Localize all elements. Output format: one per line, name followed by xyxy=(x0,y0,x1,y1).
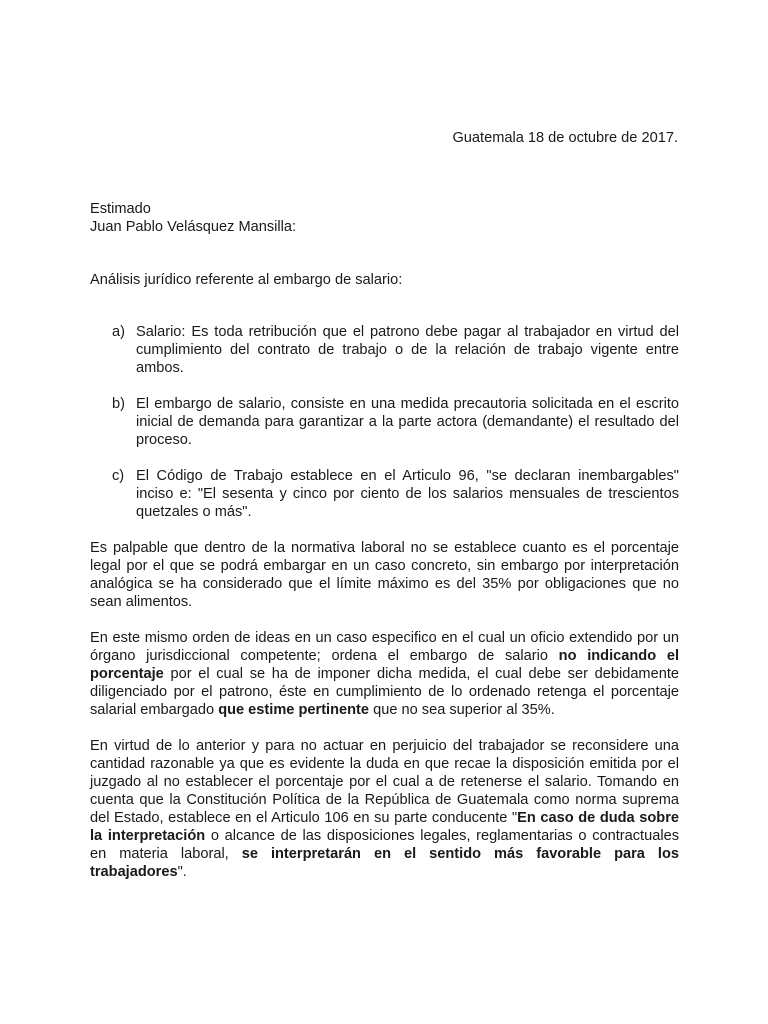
greeting-block xyxy=(90,200,296,236)
paragraph-text: que no sea superior al 35%. xyxy=(369,702,555,718)
list-item xyxy=(90,323,679,377)
emphasis-text: no indicando el porcentaje xyxy=(90,648,680,682)
paragraph-text: En virtud de lo anterior y para no actuar en perjuicio del trabajador se reconsidere una cantidad razonable ya que es evidente la duda en que recae la disposición emitida por el juzgado al no establecer el porcentaje por el cual a de retenerse el salario. Tomando en cuenta que la Constitución Política de la República de Guatemala como norma suprema del Estado, establece en el Articulo 106 en su parte conducente " xyxy=(90,738,679,826)
list-item xyxy=(90,395,679,449)
emphasis-text: se interpretarán en el sentido más favorable para los trabajadores xyxy=(90,846,679,880)
subject-line: Análisis jurídico referente al embargo de salario: xyxy=(90,272,403,288)
list-marker: c) xyxy=(112,468,125,484)
definitions-list xyxy=(90,323,679,539)
salutation: Estimado xyxy=(90,201,151,217)
recipient-name: Juan Pablo Velásquez Mansilla: xyxy=(90,219,297,235)
paragraph-text: por el cual se ha de imponer dicha medida, el cual debe ser debidamente diligenciado por el patrono, éste en cumplimiento de lo ordenado retenga el porcentaje salarial embargado xyxy=(90,666,679,718)
list-item-text: El Código de Trabajo establece en el Articulo 96, "se declaran inembargables" inciso e: "El sesenta y cinco por ciento de los salarios mensuales de trescientos quetzales o más". xyxy=(136,468,679,520)
list-item xyxy=(90,467,679,521)
list-marker: a) xyxy=(112,324,125,340)
paragraph-text: En este mismo orden de ideas en un caso especifico en el cual un oficio extendido por un órgano jurisdiccional competente; ordena el embargo de salario xyxy=(90,630,679,664)
list-marker: b) xyxy=(112,396,125,412)
paragraph-legal-percentage: Es palpable que dentro de la normativa laboral no se establece cuanto es el porcentaje legal por el que se podrá embargar en un caso concreto, sin embargo por interpretación analógica se ha considerado que el límite máximo es del 35% por obligaciones que no sean alimentos. xyxy=(90,540,679,610)
paragraph-constitution xyxy=(90,737,679,881)
paragraph-court-order xyxy=(90,629,679,719)
letter-date: Guatemala 18 de octubre de 2017. xyxy=(452,130,678,146)
list-item-text: El embargo de salario, consiste en una medida precautoria solicitada en el escrito inicial de demanda para garantizar a la parte actora (demandante) el resultado del proceso. xyxy=(136,396,679,448)
paragraph-text: o alcance de las disposiciones legales, reglamentarias o contractuales en materia laboral, xyxy=(90,828,679,862)
paragraph-text: ". xyxy=(177,864,187,880)
emphasis-text: En caso de duda sobre la interpretación xyxy=(90,810,679,844)
list-item-text: Salario: Es toda retribución que el patrono debe pagar al trabajador en virtud del cumplimiento del contrato de trabajo o de la relación de trabajo vigente entre ambos. xyxy=(136,324,679,376)
emphasis-text: que estime pertinente xyxy=(218,702,370,718)
